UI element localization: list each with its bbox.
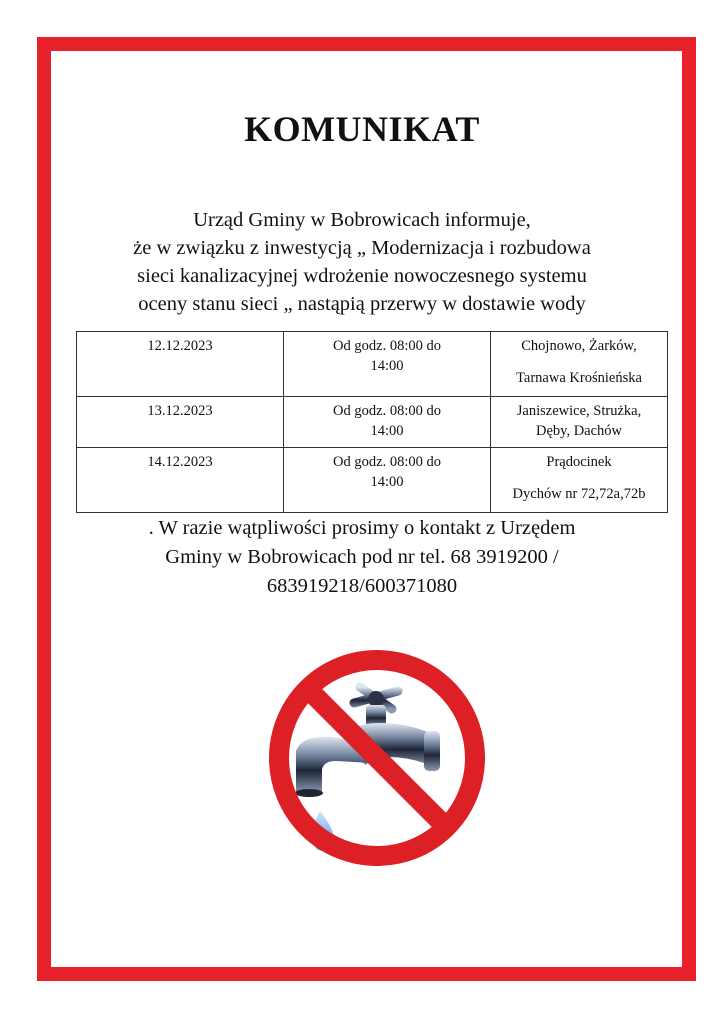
time-line: Od godz. 08:00 do <box>333 454 441 471</box>
no-water-tap-icon <box>262 643 492 873</box>
date: 14.12.2023 <box>147 454 213 471</box>
time-line: Od godz. 08:00 do <box>333 338 441 354</box>
time-cell <box>284 396 491 448</box>
time-line: 14:00 <box>370 358 404 374</box>
intro-line: że w związku z inwestycją „ Modernizacja i rozbudowa <box>133 237 591 259</box>
time-line: 14:00 <box>370 474 404 491</box>
date-cell <box>77 332 284 397</box>
date-cell <box>77 396 284 448</box>
places-line: Dęby, Dachów <box>535 422 623 439</box>
table-row <box>77 448 668 513</box>
places-line: Tarnawa Krośnieńska <box>516 370 642 386</box>
contact-text <box>60 514 664 601</box>
time-line: 14:00 <box>370 422 404 439</box>
announcement-text <box>60 206 664 318</box>
intro-line: oceny stanu sieci „ nastąpią przerwy w dostawie wody <box>138 293 586 315</box>
intro-line: sieci kanalizacyjnej wdrożenie nowoczesnego systemu <box>137 265 587 287</box>
table-row <box>77 396 668 448</box>
date-cell <box>77 448 284 513</box>
time-cell <box>284 448 491 513</box>
table-row <box>77 332 668 397</box>
outage-schedule-table <box>76 331 668 513</box>
page-title: KOMUNIKAT <box>244 109 480 149</box>
date: 12.12.2023 <box>147 338 213 354</box>
contact-line: Gminy w Bobrowicach pod nr tel. 68 3919200 / <box>165 546 559 568</box>
time-line: Od godz. 08:00 do <box>333 402 441 419</box>
places-cell <box>491 396 668 448</box>
contact-line: 683919218/600371080 <box>266 575 458 597</box>
places-line: Chojnowo, Żarków, <box>521 338 637 354</box>
places-line: Prądocinek <box>546 454 612 471</box>
places-cell <box>491 332 668 397</box>
contact-line: . W razie wątpliwości prosimy o kontakt z Urzędem <box>148 517 576 539</box>
intro-line: Urząd Gminy w Bobrowicach informuje, <box>193 209 531 231</box>
places-cell <box>491 448 668 513</box>
time-cell <box>284 332 491 397</box>
places-line: Dychów nr 72,72a,72b <box>512 486 646 503</box>
places-line: Janiszewice, Strużka, <box>516 402 642 419</box>
date: 13.12.2023 <box>147 402 213 419</box>
